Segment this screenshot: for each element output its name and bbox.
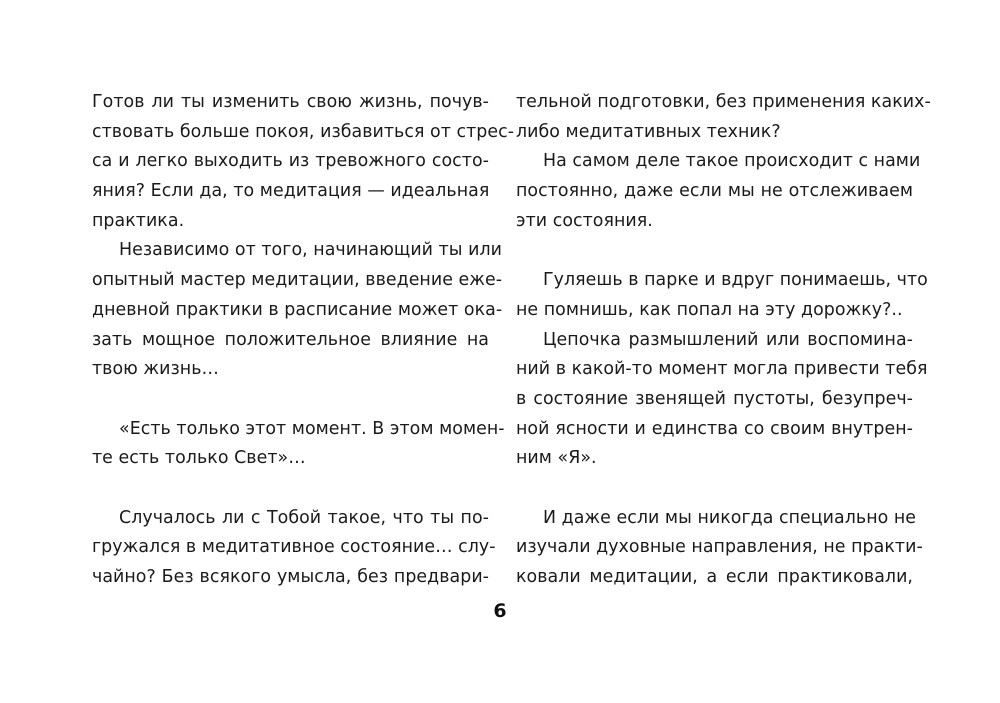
text-line: не помнишь, как попал на эту дорожку?..: [516, 299, 903, 320]
text-line: ковали медитации, а если практиковали,: [516, 567, 913, 587]
text-line: Готов ли ты изменить свою жизнь, почув-: [92, 92, 489, 112]
text-line: либо медитативных техник?: [516, 121, 781, 142]
text-line: изучали духовные направления, не практи-: [516, 537, 923, 558]
text-line: твою жизнь…: [92, 359, 219, 380]
blank-line: [92, 385, 489, 415]
text-line: яния? Если да, то медитация — идеальная: [92, 181, 490, 202]
page-number: 6: [493, 600, 507, 622]
text-line: «Есть только этот момент. В этом момен-: [119, 418, 505, 439]
right-text-column: [516, 88, 931, 593]
text-line: зать мощное положительное влияние на: [92, 329, 489, 350]
left-text-column: [92, 88, 515, 593]
text-line: са и легко выходить из тревожного состо-: [92, 151, 489, 172]
text-line: На самом деле такое происходит с нами: [543, 151, 921, 172]
text-line: чайно? Без всякого умысла, без предвари-: [92, 567, 489, 587]
text-line: постоянно, даже если мы не отслеживаем: [516, 181, 913, 202]
blank-line: [516, 474, 913, 504]
text-line: гружался в медитативное состояние… слу-: [92, 537, 496, 558]
text-line: дневной практики в расписание может ока-: [92, 299, 503, 320]
text-line: ний в какой-то момент могла привести тебя: [516, 359, 928, 380]
text-line: ним «Я».: [516, 448, 597, 469]
text-line: эти состояния.: [516, 210, 653, 231]
text-line: те есть только Свет»…: [92, 448, 306, 469]
text-line: И даже если мы никогда специально не: [543, 507, 917, 528]
text-line: в состояние звенящей пустоты, безупреч-: [516, 388, 913, 409]
text-line: тельной подготовки, без применения каких-: [516, 92, 931, 112]
text-line: Случалось ли с Тобой такое, что ты по-: [119, 507, 489, 528]
text-line: опытный мастер медитации, введение еже-: [92, 270, 503, 291]
text-line: Цепочка размышлений или воспомина-: [543, 329, 913, 350]
text-line: ствовать больше покоя, избавиться от стрес-: [92, 121, 515, 142]
text-line: Независимо от того, начинающий ты или: [119, 240, 503, 261]
text-line: Гуляешь в парке и вдруг понимаешь, что: [543, 270, 928, 291]
text-line: практика.: [92, 210, 185, 231]
blank-line: [516, 236, 913, 266]
text-line: ной ясности и единства со своим внутрен-: [516, 418, 913, 439]
blank-line: [92, 474, 489, 504]
